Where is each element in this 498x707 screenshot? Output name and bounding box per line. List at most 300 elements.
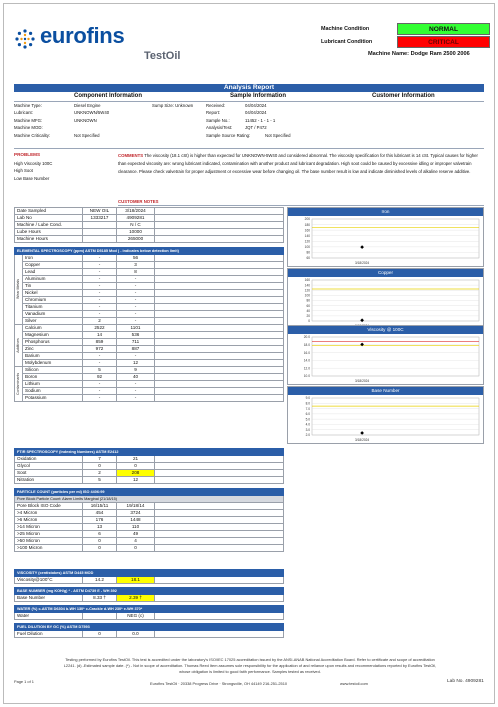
- info-value: Diesel Engine: [74, 103, 101, 108]
- row-label: Magnesium: [23, 332, 83, 339]
- cell-empty: [155, 381, 284, 388]
- info-value: 11452 - 1 - 1 - 1: [245, 117, 276, 123]
- y-tick-label: 16.0: [303, 350, 310, 355]
- cell-empty: [155, 346, 284, 353]
- cell-empty: [155, 262, 284, 269]
- info-label: Report:: [206, 110, 221, 116]
- cell-current: 10000: [117, 229, 155, 236]
- chart-title: Base Number: [288, 387, 483, 395]
- cell-empty: [155, 463, 284, 470]
- component-info-labels: [14, 102, 50, 139]
- problem-item: High Viscosity 100C: [14, 161, 53, 166]
- iron-chart-plot: [288, 216, 485, 267]
- row-label: Phosphorus: [23, 339, 83, 346]
- cell-empty: [155, 304, 284, 311]
- table-row: [15, 222, 284, 229]
- table-row: [15, 545, 284, 552]
- cell-new-oil: 2522: [83, 325, 117, 332]
- row-label: Nitration: [15, 477, 83, 484]
- chart-title: Iron: [288, 208, 483, 216]
- row-label: Aluminum: [23, 276, 83, 283]
- machine-condition-label: Machine Condition: [321, 26, 370, 32]
- cell-new-oil: NEW OIL: [83, 208, 117, 215]
- row-label: Machine / Lube Cond.: [15, 222, 83, 229]
- cell-new-oil: -: [83, 381, 117, 388]
- cell-current: 4: [117, 538, 155, 545]
- cell-current: -: [117, 381, 155, 388]
- cell-new-oil: 972: [83, 346, 117, 353]
- y-tick-label: 20: [306, 314, 310, 319]
- table-row: [15, 470, 284, 477]
- section-title: FUEL DILUTION BY GC (%) ASTM D7593: [15, 624, 284, 631]
- cell-new-oil: 8.33 †: [83, 595, 117, 602]
- table-row: [15, 269, 284, 276]
- cell-new-oil: 176: [83, 517, 117, 524]
- table-row: [15, 503, 284, 510]
- y-tick-label: 120: [304, 239, 310, 244]
- cell-new-oil: -: [83, 360, 117, 367]
- cell-empty: [155, 613, 284, 620]
- cell-empty: [155, 222, 284, 229]
- cell-current: -: [117, 311, 155, 318]
- cell-current: 0.0: [117, 631, 155, 638]
- section-header: [15, 570, 284, 577]
- row-label: Silicon: [23, 367, 83, 374]
- table-row: [15, 318, 284, 325]
- copper-chart-plot: [288, 277, 485, 330]
- table-row: [15, 531, 284, 538]
- row-label: Zinc: [23, 346, 83, 353]
- cell-empty: [155, 290, 284, 297]
- cell-new-oil: 13: [83, 524, 117, 531]
- divider: [118, 205, 484, 206]
- cell-new-oil: -: [83, 395, 117, 402]
- cell-empty: [155, 524, 284, 531]
- table-row: [15, 360, 284, 367]
- y-tick-label: 9.0: [305, 396, 310, 401]
- elemental-table: [14, 247, 284, 402]
- y-tick-label: 10.0: [303, 374, 310, 379]
- eurofins-logo-icon: [14, 28, 36, 50]
- cell-current: 19/18/14: [117, 503, 155, 510]
- cell-empty: [155, 276, 284, 283]
- cell-empty: [155, 318, 284, 325]
- table-row: [15, 463, 284, 470]
- cell-current: -: [117, 388, 155, 395]
- brand-name: eurofins: [40, 23, 125, 48]
- info-label: Sample No.:: [206, 117, 230, 123]
- cell-current: 12: [117, 477, 155, 484]
- sample-info-title: Sample Information: [230, 93, 287, 99]
- cell-new-oil: [83, 236, 117, 243]
- cell-current: 110: [117, 524, 155, 531]
- y-tick-label: 0: [308, 319, 310, 324]
- cell-current: -: [117, 318, 155, 325]
- row-label: >25 Micron: [15, 531, 83, 538]
- y-tick-label: 80: [306, 250, 310, 255]
- problem-item: Low Base Number: [14, 175, 50, 181]
- machine-condition-badge: NORMAL: [397, 23, 490, 35]
- cell-empty: [155, 269, 284, 276]
- info-label: Machine Criticality:: [14, 132, 51, 138]
- row-label: Fuel Dilution: [15, 631, 83, 638]
- table-row: [15, 374, 284, 381]
- row-label: Glycol: [15, 463, 83, 470]
- cell-current: -: [117, 304, 155, 311]
- row-label: Vanadium: [23, 311, 83, 318]
- info-label: Machine Type:: [14, 103, 42, 108]
- table-row: [15, 346, 284, 353]
- cell-current: -: [117, 290, 155, 297]
- ftir-table: [14, 448, 284, 484]
- viscosity-chart: [287, 325, 484, 385]
- row-label: Oxidation: [15, 456, 83, 463]
- cell-current: 18.1: [117, 577, 155, 584]
- cell-new-oil: 1333217: [83, 215, 117, 222]
- y-tick-label: 100: [304, 293, 310, 298]
- cell-new-oil: 0: [83, 545, 117, 552]
- cell-empty: [155, 545, 284, 552]
- info-value: UNKNOWN: [74, 117, 97, 123]
- base-number-chart-plot: [288, 395, 485, 444]
- x-tick-label: 3/18/2024: [355, 379, 370, 383]
- machine-name-value: Dodge Ram 2500 2006: [410, 51, 470, 57]
- cell-new-oil: 2: [83, 318, 117, 325]
- table-row: [15, 208, 284, 215]
- y-tick-label: 12.0: [303, 366, 310, 371]
- info-label: Sample Source Rating:: [206, 132, 251, 138]
- row-label: Base Number: [15, 595, 83, 602]
- cell-current: -: [117, 353, 155, 360]
- row-label: Nickel: [23, 290, 83, 297]
- cell-current: 12: [117, 360, 155, 367]
- table-row: [15, 353, 284, 360]
- x-tick-label: 3/18/2024: [355, 261, 370, 265]
- sump-size: Sump Size: Unknown: [152, 103, 194, 108]
- x-tick-label: 3/18/2024: [355, 438, 370, 442]
- table-row: [15, 255, 284, 262]
- row-label: Silver: [23, 318, 83, 325]
- cell-empty: [155, 360, 284, 367]
- section-header: [15, 489, 284, 496]
- water-table: [14, 605, 284, 620]
- lab-address: Eurofins TestOil · 20338 Progress Drive · Strongsville, OH 44149 216-251-2510: [150, 681, 288, 686]
- table-row: [15, 538, 284, 545]
- chart-title: Viscosity @ 100C: [288, 326, 483, 334]
- cell-empty: [155, 503, 284, 510]
- info-label: Machine MOD:: [14, 125, 43, 131]
- row-label: Sodium: [23, 388, 83, 395]
- customer-notes-title: CUSTOMER NOTES: [118, 199, 159, 204]
- cell-current: NEG (c): [117, 613, 155, 620]
- section-header: [15, 248, 284, 255]
- cell-new-oil: 14: [83, 332, 117, 339]
- y-tick-label: 140: [304, 283, 310, 288]
- cell-current: 0: [117, 463, 155, 470]
- cell-empty: [155, 531, 284, 538]
- plot-frame: [312, 219, 479, 258]
- cell-empty: [155, 538, 284, 545]
- cell-empty: [155, 339, 284, 346]
- row-label: Molybdenum: [23, 360, 83, 367]
- y-tick-label: 2.0: [305, 433, 310, 438]
- table-row: [15, 477, 284, 484]
- sample-table: [14, 207, 284, 243]
- viscosity-table: [14, 569, 284, 584]
- y-tick-label: 120: [304, 288, 310, 293]
- y-tick-label: 180: [304, 222, 310, 227]
- cell-new-oil: -: [83, 290, 117, 297]
- cell-empty: [155, 311, 284, 318]
- footer-note: Testing performed by Eurofins TestOil. This test is accredited under the laboratory's ISO/IEC 17025 accreditation issued by the ANSI-ANAB National Accreditation Board. Refer to certificate and scope of accreditation L2241. (d) -Estimated sample date. (*) - Not in scope of accreditation. Thomas Reed Item assumes sole responsibility for the application of and reliance upon results and recommendations reported by Eurofins TestOil, whose obligation is limited to good faith performance. Samples tested as received.: [63, 657, 437, 674]
- cell-current: 40: [117, 374, 155, 381]
- component-info-title: Component Information: [74, 93, 142, 99]
- cell-empty: [155, 477, 284, 484]
- cell-empty: [155, 236, 284, 243]
- info-label: Analysis/Test:: [206, 125, 233, 131]
- row-label: Titanium: [23, 304, 83, 311]
- comments-text: The viscosity (18.1 cSt) is higher than expected for UNKNOWN-5W40 and considered abnormal. The viscosity specification for this lubricant is 14 cSt. Typical causes for higher than expected viscosity are: wrong lubricant indicated, contamination with another product and lubricant degradation. High soot could be caused by excessive idling or improper valvetrain clearance. Please check valvetrain for proper adjustment or excessive wear before changing oil. The base number result is low and indicate diminished levels of alkaline reserve additive.: [118, 153, 478, 175]
- table-row: [15, 510, 284, 517]
- cell-empty: [155, 577, 284, 584]
- cell-empty: [155, 215, 284, 222]
- y-tick-label: 160: [304, 278, 310, 283]
- info-value: 04/04/2024: [245, 103, 267, 108]
- chart-title: Copper: [288, 269, 483, 277]
- sample-info-values: [245, 102, 291, 139]
- cell-empty: [155, 517, 284, 524]
- table-row: [15, 631, 284, 638]
- cell-empty: [155, 229, 284, 236]
- cell-new-oil: 16/15/11: [83, 503, 117, 510]
- y-tick-label: 8.0: [305, 401, 310, 406]
- table-row: [15, 311, 284, 318]
- cell-empty: [155, 374, 284, 381]
- cell-new-oil: -: [83, 255, 117, 262]
- cell-current: 9: [117, 367, 155, 374]
- info-value: Not Specified: [265, 132, 291, 138]
- y-tick-label: 60: [306, 256, 310, 261]
- page-number: Page 1 of 1: [14, 679, 34, 684]
- section-title: WATER (%) c-ASTM D6304 b-WH 130* c-Crackle d-WH 230* e-WH 370*: [15, 606, 284, 613]
- cell-current: 8: [117, 269, 155, 276]
- cell-new-oil: 0: [83, 538, 117, 545]
- cell-new-oil: -: [83, 276, 117, 283]
- cell-new-oil: 859: [83, 339, 117, 346]
- section-title: FTIR SPECTROSCOPY (Indexing Numbers) ASTM E2412: [15, 449, 284, 456]
- table-row: [15, 381, 284, 388]
- section-title: VISCOSITY (centistokes) ASTM D445 MOD: [15, 570, 284, 577]
- cell-new-oil: 454: [83, 510, 117, 517]
- row-label: Iron: [23, 255, 83, 262]
- divider: [14, 148, 484, 149]
- plot-frame: [312, 337, 479, 376]
- cell-empty: [155, 470, 284, 477]
- row-label: >50 Micron: [15, 538, 83, 545]
- info-value: JQT / P472: [245, 125, 267, 131]
- cell-new-oil: 6: [83, 531, 117, 538]
- row-label: Boron: [23, 374, 83, 381]
- row-label: Viscosity@100°C: [15, 577, 83, 584]
- cell-new-oil: -: [83, 283, 117, 290]
- y-tick-label: 7.0: [305, 406, 310, 411]
- table-row: [15, 339, 284, 346]
- row-label: >14 Micron: [15, 524, 83, 531]
- y-tick-label: 3.0: [305, 427, 310, 432]
- cell-empty: [155, 283, 284, 290]
- table-row: [15, 595, 284, 602]
- info-value: UNKNOWN/5W40: [74, 110, 110, 116]
- cell-current: 49: [117, 531, 155, 538]
- row-label: Soot: [15, 470, 83, 477]
- cell-new-oil: -: [83, 304, 117, 311]
- table-row: [15, 395, 284, 402]
- cell-new-oil: -: [83, 311, 117, 318]
- row-label: Lube Hours: [15, 229, 83, 236]
- cell-new-oil: 92: [83, 374, 117, 381]
- cell-empty: [155, 595, 284, 602]
- table-row: [15, 613, 284, 620]
- table-row: [15, 524, 284, 531]
- cell-current: 265000: [117, 236, 155, 243]
- y-tick-label: 40: [306, 308, 310, 313]
- cell-new-oil: 5: [83, 367, 117, 374]
- table-row: [15, 215, 284, 222]
- table-row: [15, 304, 284, 311]
- cell-current: 208: [117, 470, 155, 477]
- cell-new-oil: [83, 229, 117, 236]
- comments-title: COMMENTS: [118, 153, 144, 158]
- y-tick-label: 160: [304, 228, 310, 233]
- info-label: Received:: [206, 103, 226, 108]
- table-row: [15, 367, 284, 374]
- cell-empty: [155, 456, 284, 463]
- y-tick-label: 80: [306, 298, 310, 303]
- machine-name-label: Machine Name:: [368, 51, 410, 57]
- info-label: Machine MFG:: [14, 117, 43, 123]
- table-row: [15, 577, 284, 584]
- y-tick-label: 100: [304, 245, 310, 250]
- cell-empty: [155, 353, 284, 360]
- cell-new-oil: -: [83, 388, 117, 395]
- info-value: 04/04/2024: [245, 110, 267, 116]
- table-row: [15, 456, 284, 463]
- group-label-cell: [15, 367, 23, 402]
- plot-frame: [312, 398, 479, 435]
- cell-empty: [155, 325, 284, 332]
- cell-new-oil: 5: [83, 477, 117, 484]
- cell-current: 56: [117, 255, 155, 262]
- y-tick-label: 140: [304, 233, 310, 238]
- cell-empty: [155, 388, 284, 395]
- y-tick-label: 5.0: [305, 417, 310, 422]
- cell-current: 536: [117, 332, 155, 339]
- group-label-cell: [15, 255, 23, 325]
- section-subtitle: Pore Block Particle Count: Alarm Limits Marginal (21/18/15): [15, 496, 284, 503]
- cell-new-oil: [83, 613, 117, 620]
- cell-current: -: [117, 283, 155, 290]
- base-number-table: [14, 587, 284, 602]
- table-row: [15, 517, 284, 524]
- cell-current: -: [117, 395, 155, 402]
- cell-current: 21: [117, 456, 155, 463]
- row-label: Calcium: [23, 325, 83, 332]
- y-tick-label: 20.0: [303, 335, 310, 340]
- viscosity-chart-plot: [288, 334, 485, 385]
- row-label: >100 Micron: [15, 545, 83, 552]
- iron-chart: [287, 207, 484, 267]
- cell-empty: [155, 395, 284, 402]
- cell-current: 3724: [117, 510, 155, 517]
- lubricant-condition-badge: CRITICAL: [397, 36, 490, 48]
- base-number-chart: [287, 386, 484, 444]
- cell-current: 4909281: [117, 215, 155, 222]
- table-row: [15, 325, 284, 332]
- section-header: [15, 588, 284, 595]
- y-tick-label: 60: [306, 303, 310, 308]
- cell-current: 2.39 †: [117, 595, 155, 602]
- info-label: Lubricant:: [14, 110, 33, 116]
- cell-new-oil: 0: [83, 463, 117, 470]
- table-row: [15, 283, 284, 290]
- cell-new-oil: -: [83, 269, 117, 276]
- info-value: [74, 124, 109, 131]
- cell-empty: [155, 367, 284, 374]
- cell-current: N / C: [117, 222, 155, 229]
- cell-new-oil: [83, 222, 117, 229]
- brand-subname: TestOil: [144, 50, 181, 62]
- row-label: >4 Micron: [15, 510, 83, 517]
- copper-chart: [287, 268, 484, 330]
- cell-current: 887: [117, 346, 155, 353]
- row-label: Date Sampled: [15, 208, 83, 215]
- cell-empty: [155, 255, 284, 262]
- cell-current: 1101: [117, 325, 155, 332]
- sample-info-labels: [206, 102, 250, 139]
- cell-new-oil: -: [83, 353, 117, 360]
- row-label: Potassium: [23, 395, 83, 402]
- cell-empty: [155, 297, 284, 304]
- cell-new-oil: 0: [83, 631, 117, 638]
- cell-empty: [155, 510, 284, 517]
- table-row: [15, 388, 284, 395]
- info-value: Not Specified: [74, 132, 100, 138]
- cell-current: 711: [117, 339, 155, 346]
- customer-info-title: Customer Information: [372, 93, 435, 99]
- cell-new-oil: -: [83, 262, 117, 269]
- cell-current: 3: [117, 262, 155, 269]
- section-header: [15, 606, 284, 613]
- cell-current: 0: [117, 545, 155, 552]
- cell-empty: [155, 332, 284, 339]
- footer-lab-no: Lab No. 4909281: [447, 679, 484, 684]
- section-title: ELEMENTAL SPECTROSCOPY (ppm) ASTM D5185 Mod ( - indicates below detection limit): [15, 248, 284, 255]
- y-tick-label: 4.0: [305, 422, 310, 427]
- y-tick-label: 14.0: [303, 358, 310, 363]
- section-header: [15, 624, 284, 631]
- cell-current: 3/18/2024: [117, 208, 155, 215]
- group-label-cell: [15, 325, 23, 367]
- cell-new-oil: 2: [83, 470, 117, 477]
- machine-name: [368, 51, 470, 57]
- section-title: PARTICLE COUNT (particles per ml) ISO 4406:99: [15, 489, 284, 496]
- particle-table: [14, 488, 284, 552]
- website-link[interactable]: www.testoil.com: [340, 681, 368, 686]
- row-label: Chromium: [23, 297, 83, 304]
- cell-new-oil: -: [83, 297, 117, 304]
- cell-current: -: [117, 297, 155, 304]
- row-label: Machine Hours: [15, 236, 83, 243]
